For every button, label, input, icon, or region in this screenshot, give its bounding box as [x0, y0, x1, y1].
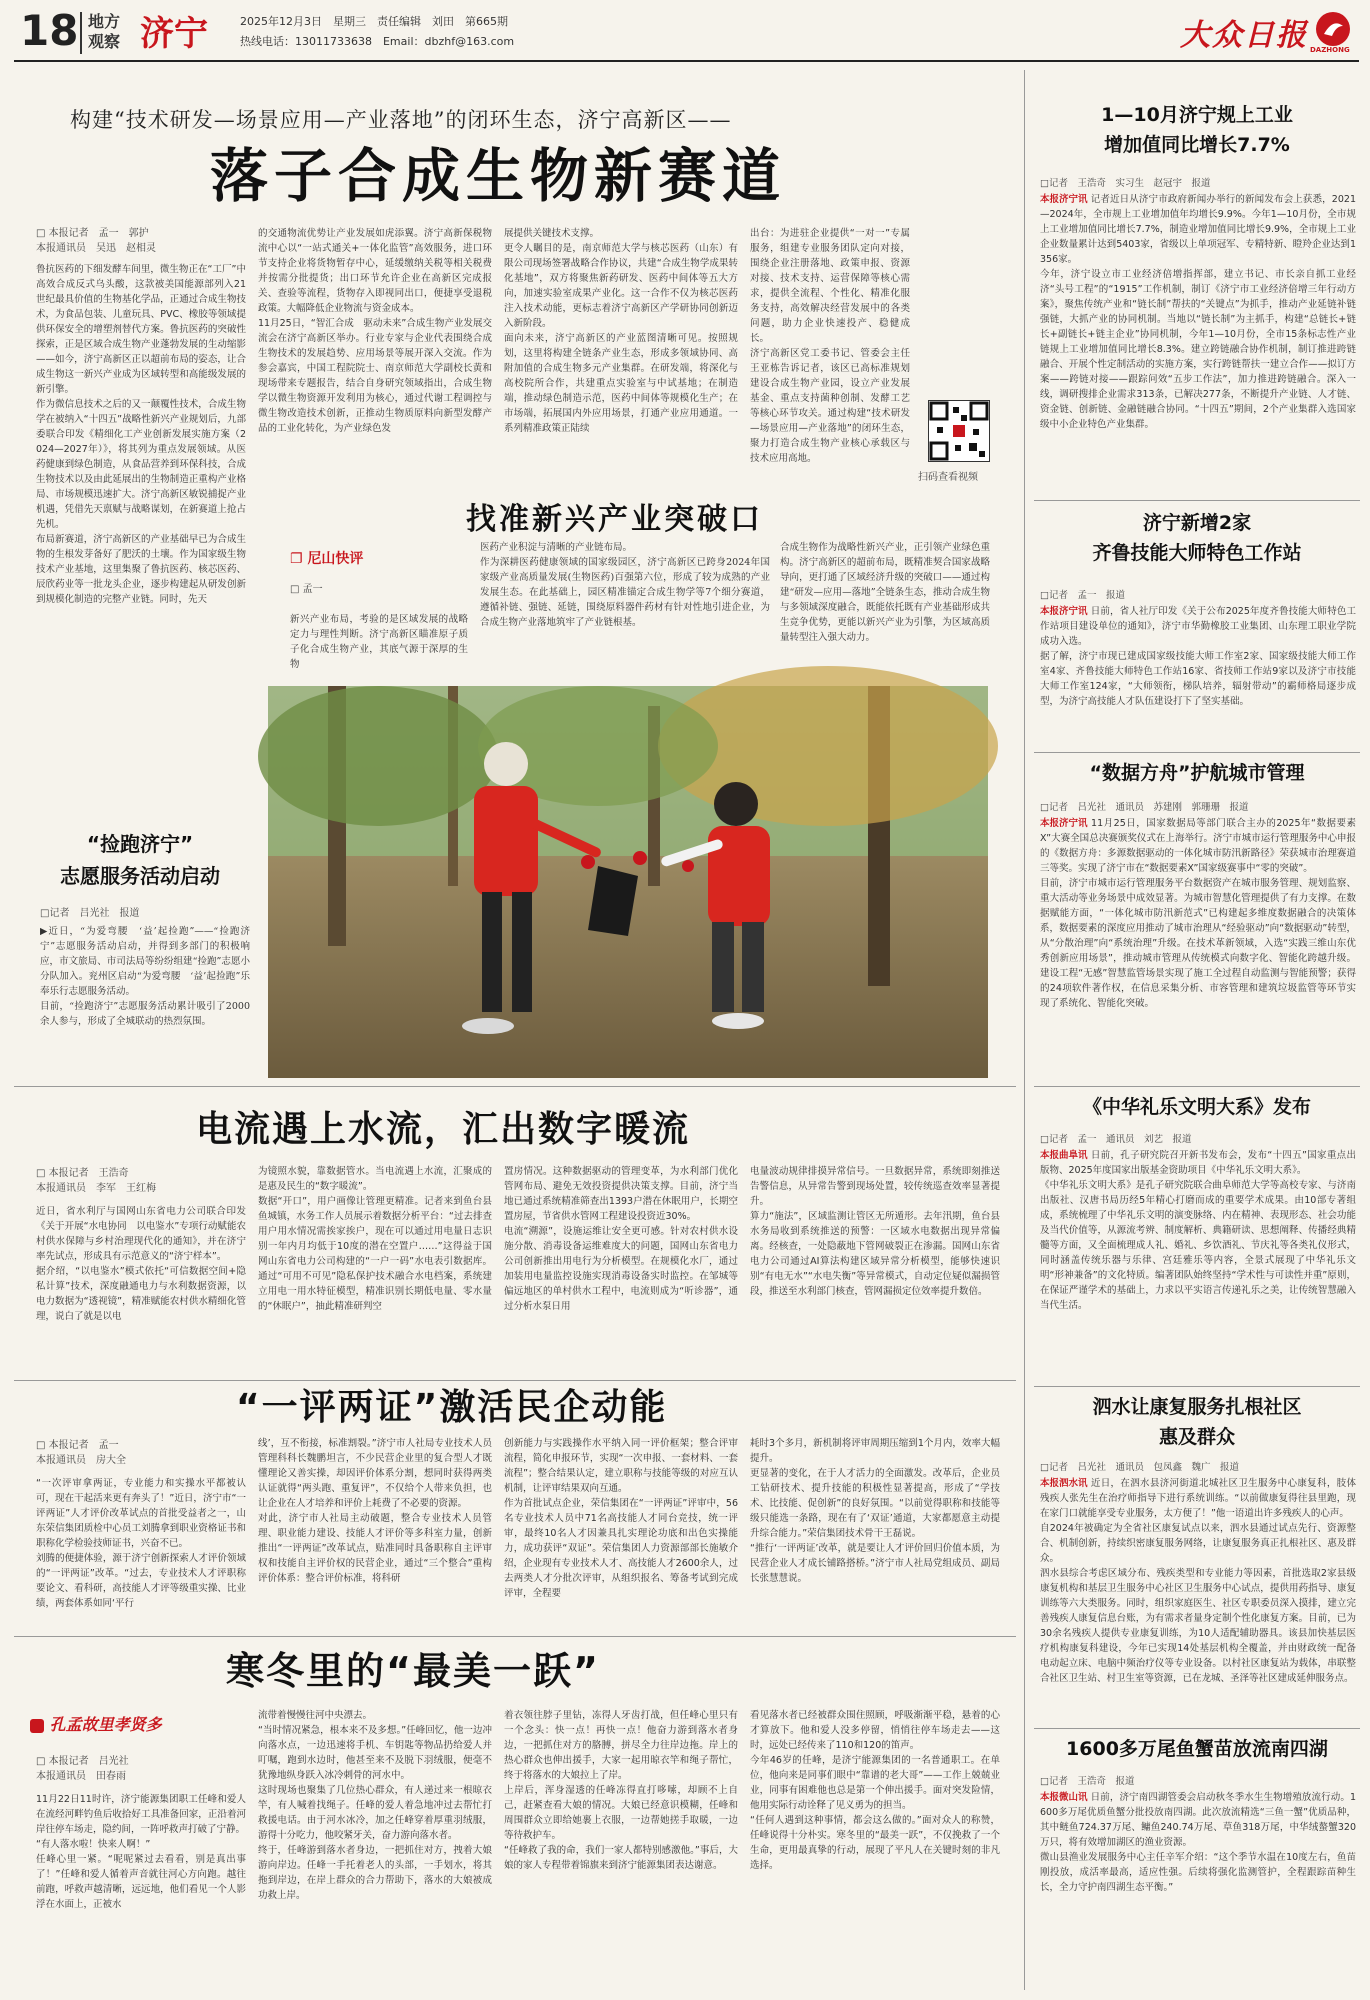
sidebar-byline-culture: □记者 孟一 通讯员 刘艺 报道 [1040, 1134, 1192, 1145]
divider [1034, 1728, 1360, 1729]
lead-headline: 落子合成生物新赛道 [210, 142, 787, 210]
region-title: 济宁 [140, 14, 208, 54]
cert-byline: □ 本报记者 孟一 本报通讯员 房大全 [36, 1440, 126, 1466]
cert-headline: “一评两证”激活民企动能 [236, 1387, 668, 1428]
logo-emblem-icon [1316, 12, 1350, 46]
water-headline: 电流遇上水流，汇出数字暖流 [196, 1109, 691, 1150]
winter-byline: □ 本报记者 吕光社 本报通讯员 田春雨 [36, 1756, 129, 1782]
lead-column-3: 展提供关键技术支撑。 更令人瞩目的是，南京师范大学与核芯医药（山东）有限公司现场签署战略合作协议，共建“合成生物学成果转化基地”，双方将聚焦新药研发、医药中间体等五大方向，加速实验室成果产业化。这一合作不仅为核芯医药注入技术动能，更标志着济宁高新区产学研协同创新迈入新阶段。 面向未来，济宁高新区的产业蓝图清晰可见。按照规划，这里将构建全链条产业生态，形成多领域协同、高附加值的合成生物多元产业集群。在研发端，将深化与高校院所合作，共建重点实验室与中试基地；在制造端，推动绿色制造示范，医药中间体等规模化生产；在市场端，拓展国内外应用场景，打通产业应用通道。一系列精准政策正陆续 [504, 228, 738, 434]
qr-caption: 扫码查看视频 [918, 472, 978, 483]
sidebar-body-master: 本报济宁讯 日前，省人社厅印发《关于公布2025年度齐鲁技能大师特色工作站项目建设单位的通知》，济宁市华勤橡胶工业集团、山东理工职业学院成功入选。 据了解，济宁市现已建成国家级技能大师工作室2家、国家级技能大师工作室4家、齐鲁技能大师特色工作站16家、省技师工作站9家以及济宁市技能大师工作室124家，“大师领衔，梯队培养，辐射带动”的霸师格局逐步成型，为济宁高技能人才队伍建设打下了坚实基础。 [1040, 606, 1356, 707]
newspaper-logo: 大众日报 DAZHONG [1180, 8, 1360, 58]
commentary-headline: 找准新兴产业突破口 [466, 502, 763, 537]
commentary-column-logo: ❐ 尼山快评 [290, 551, 364, 567]
winter-column-logo: 孔孟故里孝贤多 [30, 1712, 162, 1735]
lead-column-2: 的交通物流优势让产业发展如虎添翼。济宁高新保税物流中心以“一站式通关+一体化监管”高效服务，进口环节支持企业将货物暂存中心，延缓缴纳关税等相关税费并按需分批提货；出口环节允许企业在高新区完成报关、查验等流程，货物存入即视同出口，便捷享受退税政策。大幅降低企业物流与资金成本。 11月25日，“智汇合成 驱动未来”合成生物产业发展交流会在济宁高新区举办。行业专家与企业代表围绕合成生物技术的发展趋势、应用场景等展开深入交流。作为参会嘉宾，中国工程院院士、南京师范大学副校长黄和现场带来专题报告，结合自身研究领域指出，合成生物学以微生物资源开发利用为核心，通过代谢工程调控与微生物改造技术创新，正推动生物质原料向新型发酵产品的工业化转化，为产业绿色发 [258, 228, 492, 434]
divider [14, 1380, 1016, 1381]
lead-column-1: 鲁抗医药的下细发酵车间里，微生物正在“工厂”中高效合成反式乌头酸，这款被美国能源部列入21世纪最具价值的生物基化学品，正通过合成生物技术，为食品包装、儿童玩具、PVC、橡胶等领域提供环保安全的增塑剂替代方案。鲁抗医药的突破性探索，正是区域合成生物产业蓬勃发展的生动缩影——如今，济宁高新区正以超前布局的姿态，让合成生物这一新兴产业成为区域转型和高能级发展的新引擎。 作为微信息技术之后的又一颠覆性技术，合成生物学在被纳入“十四五”战略性新兴产业规划后，九部委联合印发《精细化工产业创新发展实施方案（2024—2027年）》，将其列为重点发展领域。从医药健康到绿色制造，从食品营养到环保科技，合成生物技术以及由此延展出的生物制造正重构产业格局、市场规模迅速扩大。济宁高新区敏锐捕捉产业机遇，凭借先天禀赋与战略谋划，在新赛道上抢占先机。 布局新赛道，济宁高新区的产业基础早已为合成生物的生根发芽备好了肥沃的土壤。作为国家级生物技术产业基地，这里集聚了鲁抗医药、核芯医药、辰欣药业等一批龙头企业，逐步构建起从研发创新到规模化制造的完整产业链。同时，先天 [36, 264, 246, 605]
cert-column-2: 线’，互不衔接，标准割裂。”济宁市人社局专业技术人员管理科科长魏鹏坦言，不少民营企业里的复合型人才既懂理论又善实操，却因评价体系分割，想同时获得两类认证就得“两头跑、重复评”，不仅给个人带来负担，也让企业在人才培养和评价上耗费了不必要的资源。 对此，济宁市人社局主动破题，整合专业技术人员管理、职业能力建设、技能人才评价等多科室力量，创新推出“一评两证”改革试点，贴准同时具备职称自主评审权和技能自主评价权的民营企业，通过“三个整合”重构评价体系：整合评价标准，将科研 [258, 1438, 492, 1584]
masthead [0, 0, 1370, 64]
volunteer-photo [268, 686, 988, 1078]
sidebar-byline-master: □记者 孟一 报道 [1040, 590, 1125, 601]
sidebar-headline-data: “数据方舟”护航城市管理 [1089, 762, 1305, 784]
sidebar-body-fish: 本报微山讯 日前，济宁南四湖管委会启动秋冬季水生生物增殖放流行动。1600多万尾优质鱼蟹分批投放南四湖。此次放流精选“三鱼一蟹”优质品种，其中鲢鱼724.37万尾、鳙鱼240.74万尾、草鱼318万尾，中华绒螯蟹320万只，将有效增加湖区的渔业资源。 微山县渔业发展服务中心主任辛军介绍：“这个季节水温在10度左右，鱼苗刚投放，成活率最高，适应性强。后续将强化监测管护，全程跟踪苗种生长，全力守护南四湖生态平衡。” [1040, 1792, 1356, 1893]
water-column-3: 置房情况。这种数据驱动的管理变革，为水利部门优化管网布局、避免无效投资提供决策支撑。目前，济宁当地已通过系统精准筛查出1393户潜在休眠用户，长期空置房屋，节省供水管网工程建设投资近30%。 电流“溯源”，设施运维让安全更可感。针对农村供水设施分散、消毒设备运维难度大的问题，国网山东省电力公司创新推出用电行为分析模型。在规模化水厂，通过加装用电量监控设施实现消毒设备实时监控。在邹城等偏远地区的单村供水工程中，电流则成为“听诊器”，通过分析水泵日用 [504, 1166, 738, 1312]
divider [14, 1636, 1016, 1637]
cert-column-1: “一次评审拿两证，专业能力和实操水平都被认可，现在干起活来更有奔头了！”近日，济宁市“一评两证”人才评价改革试点的首批受益者之一，山东荣信集团质检中心员工刘腾拿到职业资格证书和职称化学检验技师证书，兴奋不已。 刘腾的便捷体验，源于济宁创新探索人才评价领域的“一评两证”改革。“过去，专业技术人才评职称要论文、看科研，高技能人才评等级重实操、比业绩，两套体系如同‘平行 [36, 1478, 246, 1609]
winter-column-2: 流带着慢慢往河中央漂去。 “当时情况紧急，根本来不及多想。”任峰回忆，他一边冲向落水点，一边迅速将手机、车钥匙等物品扔给爱人并叮嘱，跑到水边时，他甚至来不及脱下羽绒服，便毫不犹豫地纵身跃入冰冷刺骨的河水中。 这时现场也聚集了几位热心群众，有人递过来一根晾衣竿，有人喊着找绳子。任峰的爱人着急地冲过去帮忙打救援电话。由于河水冰冷，加之任峰穿着厚重羽绒服，游得十分吃力，他咬紧牙关，奋力游向落水者。 终于，任峰游到落水者身边，一把抓住对方，拽着大娘游向岸边。任峰一手托着老人的头部，一手划水，将其拖到岸边，在岸上群众的合力帮助下，落水的大娘被成功救上岸。 [258, 1710, 492, 1901]
sidebar-byline-industry: □记者 王浩奇 实习生 赵冠宇 报道 [1040, 178, 1211, 189]
divider [1034, 500, 1360, 501]
water-column-4: 电量波动规律排摸异常信号。一旦数据异常，系统即刻推送告警信息，从异常告警到现场处置，较传统巡查效率显著提升。 算力“施法”，区域监测让管区无所遁形。去年汛期，鱼台县水务局收到系统推送的预警：一区域水电数据出现异常偏离。经核查，一处隐蔽地下管网破裂正在渗漏。国网山东省电力公司通过AI算法构建区域异常分析模型，能够快速识别“有电无水”“水电失衡”等异常模式，自动定位疑似漏损管段，推送至水利部门核查，管网漏损定位效率提升数倍。 [750, 1166, 1000, 1297]
page-number: 18 [20, 6, 79, 55]
winter-column-3: 着衣领往脖子里钻，冻得人牙齿打战，但任峰心里只有一个念头：快一点！再快一点！他奋力游到落水者身边，一把抓住对方的胳膊，拼尽全力往岸边拖。岸上的热心群众也伸出援手，大家一起用晾衣竿和绳子帮忙，终于将落水的大娘拉上了岸。 上岸后，浑身湿透的任峰冻得直打哆嗦，却顾不上自己，赶紧查看大娘的情况。大娘已经意识模糊，任峰和周围群众立即给她裹上衣服，一边帮她搓手取暖，一边等待救护车。 “任峰救了我的命，我们一家人都特别感激他。”事后，大娘的家人专程带着锦旗来到济宁能源集团表达谢意。 [504, 1710, 738, 1871]
cert-column-3: 创新能力与实践操作水平纳入同一评价框架；整合评审流程，简化申报环节，实现“一次申报、一套材料、一套流程”；整合结果认定，建立职称与技能等级的对应互认机制，让评审结果双向互通。 作为首批试点企业，荣信集团在“一评两证”评审中，56名专业技术人员中71名高技能人才同台竞技，统一评审，最终10名人才因兼具扎实理论功底和出色实操能力，成功获评“双证”。荣信集团人力资源部部长施敏介绍，企业现有专业技术人才、高技能人才2600余人，过去两类人才分批次评审，从组织报名、筹备考试到完成评审，全程要 [504, 1438, 738, 1599]
water-column-2: 为镜照水貌，靠数据管水。当电流遇上水流，汇聚成的是惠及民生的“数字暖流”。 数据“开口”，用户画像让管理更精准。记者来到鱼台县鱼城镇，水务工作人员展示着数据分析平台：“过去排查用户用水情况需挨家挨户，现在可以通过用电量日志识别一年内月均低于10度的潜在空置户……”这得益于国网山东省电力公司构建的“一户一码”水电表引数据库。通过“可用不可见”隐私保护技术融合水电档案，系统建立用电一用水特征模型，精准识别长期低电量、零水量的“休眠户”，抽此精准研判空 [258, 1166, 492, 1312]
header-rule [14, 60, 1359, 62]
winter-headline: 寒冬里的“最美一跃” [226, 1649, 600, 1693]
sidebar-divider [1024, 70, 1025, 1990]
divider [1034, 1086, 1360, 1087]
sidebar-body-industry: 本报济宁讯 记者近日从济宁市政府新闻办举行的新闻发布会上获悉，2021—2024年，全市规上工业增加值年均增长9.9%。今年1—10月份，全市规上工业增加值同比增长7.7%，制造业增加值同比增长9.9%，全市规上工业企业数量累计达到5403家，省级以上单项冠军、专精特新、瞪羚企业达到1356家。 今年，济宁设立市工业经济倍增指挥部，建立书记、市长亲自抓工业经济“头号工程”的“1915”工作机制，制订《济宁市工业经济倍增三年行动方案》，聚焦传统产业和“链长制”帮扶的“关键点”为抓手，推动产业延链补链强链，大抓产业的协同机制。当地以“链长制”为主抓手，构建“总链长+链长+副链长+链主企业”协同机制，今年1—10月份，全市15条标志性产业链规上工业增加值同比增长8.3%。建立跨链融合协作机制，制订推进跨链融合、开展个性定制活动的实施方案，实行跨链帮扶一建立合作——拟订方案——跨链对接——跟踪问效“五步工作法”，加力推进跨链融合。深入一线，调研搜排企业需求313条，已解决277条，不断提升产业链、人才链、资金链、创新链、金融链融合协同。“十四五”期间，2个产业集群入选国家级中小企业特色产业集群。 [1040, 194, 1356, 430]
lead-byline: □ 本报记者 孟一 郭护 本报通讯员 吴迅 赵相灵 [36, 228, 156, 254]
speech-icon: ❐ [290, 551, 303, 567]
volunteer-body: ▶近日，“为爱弯腰 ‘益’起捡跑”——“捡跑济宁”志愿服务活动启动，并得到多部门的积极响应，市文旅局、市司法局等纷纷组建“捡跑”志愿小分队加入。兖州区启动“为爱弯腰 ‘益’起捡跑”乐奉乐行志愿服务活动。 目前，“捡跑济宁”志愿服务活动累计吸引了2000余人参与，形成了全城联动的热烈氛围。 [40, 926, 250, 1027]
sidebar-headline-fish: 1600多万尾鱼蟹苗放流南四湖 [1066, 1738, 1328, 1760]
sidebar-body-data: 本报济宁讯 11月25日，国家数据局等部门联合主办的2025年“数据要素X”大赛全国总决赛颁奖仪式在上海举行。济宁市城市运行管理服务中心申报的《数据方舟：多源数据驱动的一体化城市防汛新路径》荣获城市治理赛道三等奖。实现了济宁市在“数据要素X”国家级赛事中“零的突破”。 目前，济宁市城市运行管理服务平台数据资产在城市服务管理、规划监察、重大活动等业务场景中成效显著。为城市智慧化管理提供了有力支撑。在数据赋能方面，“一体化城市防汛新范式”已构建起多维度数据融合的决策体系，数据要素的深度应用推动了城市治理从“经验驱动”向“数据驱动”转型，从“分散治理”向“系统治理”升级。在技术革新领域，入选“实践三维山东优秀创新应用场景”，推动城市管理从传统模式向数字化、智能化跨越升级。建设工程“无感”智慧监管场景实现了施工全过程自动监测与智能预警；获得的24项软件著作权，在信息采集分析、市容管理和建筑垃圾监管等环节实现了系统化、智能化突破。 [1040, 818, 1356, 1009]
sidebar-headline-culture: 《中华礼乐文明大系》发布 [1082, 1096, 1311, 1118]
divider [1034, 752, 1360, 753]
sidebar-byline-fish: □记者 王浩奇 报道 [1040, 1776, 1135, 1787]
seal-icon [30, 1719, 44, 1733]
sidebar-body-culture: 本报曲阜讯 日前，孔子研究院召开新书发布会，发布“十四五”国家重点出版物、2025年度国家出版基金资助项目《中华礼乐文明大系》。 《中华礼乐文明大系》是孔子研究院联合曲阜师范大学等高校专家、与济南出版社、汉唐书局历经5年精心打磨而成的重要学术成果。由10部专著组成，系统梳理了中华礼乐文明的演变脉络、内在精神、表现形态、社会功能及当代价值等，从源流考辨、制度解析、典籍研读、思想阐释、传播经典精髓等方面，又全面梳理成人礼、婚礼、乡饮酒礼、节庆礼等各类礼仪形式，同时涵盖传统乐器与乐律、宫廷雅乐等内容，全景式展现了中华礼乐文明“形神兼备”的文化特质。编著团队始终坚持“学术性与可读性并重”原则，在保证严谨学术的基础上，力求以平实语言传递礼乐之美，让传统智慧融入当代生活。 [1040, 1150, 1356, 1311]
qr-code[interactable] [928, 400, 990, 462]
lead-column-4: 出台：为进驻企业提供“一对一”专属服务，组建专业服务团队定向对接，围绕企业注册落地、政策申报、资源对接、技术支持、运营保障等核心需求，提供全流程、个性化、精准化服务支持，高效解决经营发展中的各类问题，助力企业快速投产、稳健成长。 济宁高新区党工委书记、管委会主任王亚栋告诉记者，该区已高标准规划建设合成生物产业园，设立产业发展基金、重点支持菌种创制、发酵工艺等核心环节攻关。通过构建“技术研发—场景应用—产业落地”的闭环生态，聚力打造合成生物产业核心承载区与技术应用高地。 [750, 228, 910, 464]
sidebar-byline-data: □记者 吕光社 通讯员 苏建刚 郭珊珊 报道 [1040, 802, 1249, 813]
water-column-1: 近日，省水利厅与国网山东省电力公司联合印发《关于开展“水电协同 以电鉴水”专项行动赋能农村供水保障与乡村治理现代化的通知》，并在济宁率先试点，形成具有示范意义的“济宁样本”。 据介绍，“以电鉴水”模式依托“可信数据空间+隐私计算”技术，深度融通电力与水利数据资源，以电力数据为“透视镜”，精准赋能农村供水精细化管理，说白了就是以电 [36, 1206, 246, 1322]
divider [14, 1086, 1016, 1087]
volunteer-headline: “捡跑济宁” 志愿服务活动启动 [60, 832, 220, 888]
volunteer-byline: □记者 吕光社 报道 [40, 908, 140, 919]
commentary-author: □ 孟一 [290, 584, 323, 595]
sidebar-headline-industry: 1—10月济宁规上工业 增加值同比增长7.7% [1101, 104, 1293, 156]
commentary-column-2: 医药产业积淀与清晰的产业链布局。 作为深耕医药健康领域的国家级园区，济宁高新区已跨身2024年国家级产业高质量发展(生物医药)百强第六位，形成了较为成熟的产业发展生态。在此基础上，园区精准锚定合成生物学等7个细分赛道，遵循补链、强链、延链，围绕原料器件药材有针对性地引进企业，为合成生物产业落地筑牢了产业链根基。 [480, 542, 770, 628]
cert-column-4: 耗时3个多月，新机制将评审周期压缩到1个月内，效率大幅提升。 更显著的变化，在于人才活力的全面激发。改革后，企业员工钻研技术、提升技能的积极性显著提高，形成了“学技术、比技能、促创新”的良好氛围。“以前觉得职称和技能等级只能选一条路，现在有了‘双证’通道，大家都愿意主动提升综合能力。”荣信集团技术骨干王磊说。 “推行‘一评两证’改革，就是要让人才评价回归价值本质，为民营企业人才成长铺路搭桥。”济宁市人社局党组成员、副局长张慧慧说。 [750, 1438, 1000, 1584]
commentary-column-1: 新兴产业布局，考验的是区域发展的战略定力与理性判断。济宁高新区瞄准原子质子化合成生物产业，其底气源于深厚的生物 [290, 614, 468, 670]
winter-column-4: 看见落水者已经被群众围住照顾，呼吸渐渐平稳，悬着的心才算放下。他和爱人没多停留，悄悄往停车场走去——这时，远处已经传来了110和120的笛声。 今年46岁的任峰，是济宁能源集团的一名普通职工。在单位，他向来是同事们眼中“靠谱的老大哥”——工作上兢兢业业，同事有困难他也总是第一个伸出援手。面对突发险情，他用实际行动诠释了见义勇为的担当。 “任何人遇到这种事情，都会这么做的。”面对众人的称赞，任峰说得十分朴实。寒冬里的“最美一跃”，不仅挽救了一个生命，更用最真挚的行动，展现了平凡人在关键时刻的非凡选择。 [750, 1710, 1000, 1871]
commentary-column-3: 合成生物作为战略性新兴产业，正引领产业绿色重构。济宁高新区的超前布局，既精准契合国家战略导向，更打通了区域经济升级的突破口——通过构建“研发—应用—落地”全链条生态，推动合成生物与多领域深度融合，既能依托既有产业基础形成共生竞争优势，更能以新兴产业为引擎，为区域高质量转型注入强大动力。 [780, 542, 990, 643]
sidebar-byline-rehab: □记者 吕光社 通讯员 包凤鑫 魏广 报道 [1040, 1462, 1239, 1473]
divider [80, 12, 82, 54]
date-line: 2025年12月3日 星期三 责任编辑 刘田 第665期 [240, 15, 508, 28]
section-label: 地方 观察 [88, 12, 121, 51]
sidebar-headline-rehab: 泗水让康复服务扎根社区 惠及群众 [1092, 1396, 1302, 1448]
water-byline: □ 本报记者 王浩奇 本报通讯员 李军 王红梅 [36, 1168, 156, 1194]
winter-column-1: 11月22日11时许，济宁能源集团职工任峰和爱人在流经河畔钓鱼后收拾好工具准备回家，正沿着河岸往停车场走，隐约间，一阵呼救声打破了宁静。 “有人落水啦！快来人啊！” 任峰心里一紧。“呢呢紧过去看看，别是真出事了！”任峰和爱人循着声音就往河心方向跑。越往前跑，呼救声越清晰，远远地，他们看见一个人影浮在水面上，正被水 [36, 1794, 246, 1910]
sidebar-body-rehab: 本报泗水讯 近日，在泗水县济河街道北城社区卫生服务中心康复科，肢体残疾人张先生在治疗师指导下进行系统训练。“以前做康复得往县里跑，现在家门口就能享受专业服务，太方便了！”他一语道出许多残疾人的心声。 自2024年被确定为全省社区康复试点以来，泗水县通过试点先行、资源整合、机制创新，持续织密康复服务网络，让康复服务真正扎根社区、惠及群众。 泗水县综合考虑区域分布、残疾类型和专业能力等因素，首批选取2家县级康复机构和基层卫生服务中心社区卫生服务中心试点，提供用药指导、康复训练等六大类服务。同时，组织家庭医生、社区专职委员深入摸排，建立完善残疾人康复信息台账，为有需求者量身定制个性化康复方案。目前，已为30余名残疾人提供专业康复训练，为10人适配辅助器具。该县加快基层医疗机构康复科建设，今年已实现14处基层机构全覆盖，并由财政统一配备电动起立床、电脑中频治疗仪等专业设备。以村社区康复站为载体，串联整合社区卫生站、村卫生室等资源，已在龙城、圣泽等社区建成延伸服务点。 [1040, 1478, 1356, 1684]
sidebar-headline-master: 济宁新增2家 齐鲁技能大师特色工作站 [1092, 512, 1302, 564]
contact-line: 热线电话：13011733638 Email：dbzhf@163.com [240, 35, 515, 48]
divider [1034, 1386, 1360, 1387]
lead-kicker: 构建“技术研发—场景应用—产业落地”的闭环生态，济宁高新区—— [70, 108, 732, 132]
